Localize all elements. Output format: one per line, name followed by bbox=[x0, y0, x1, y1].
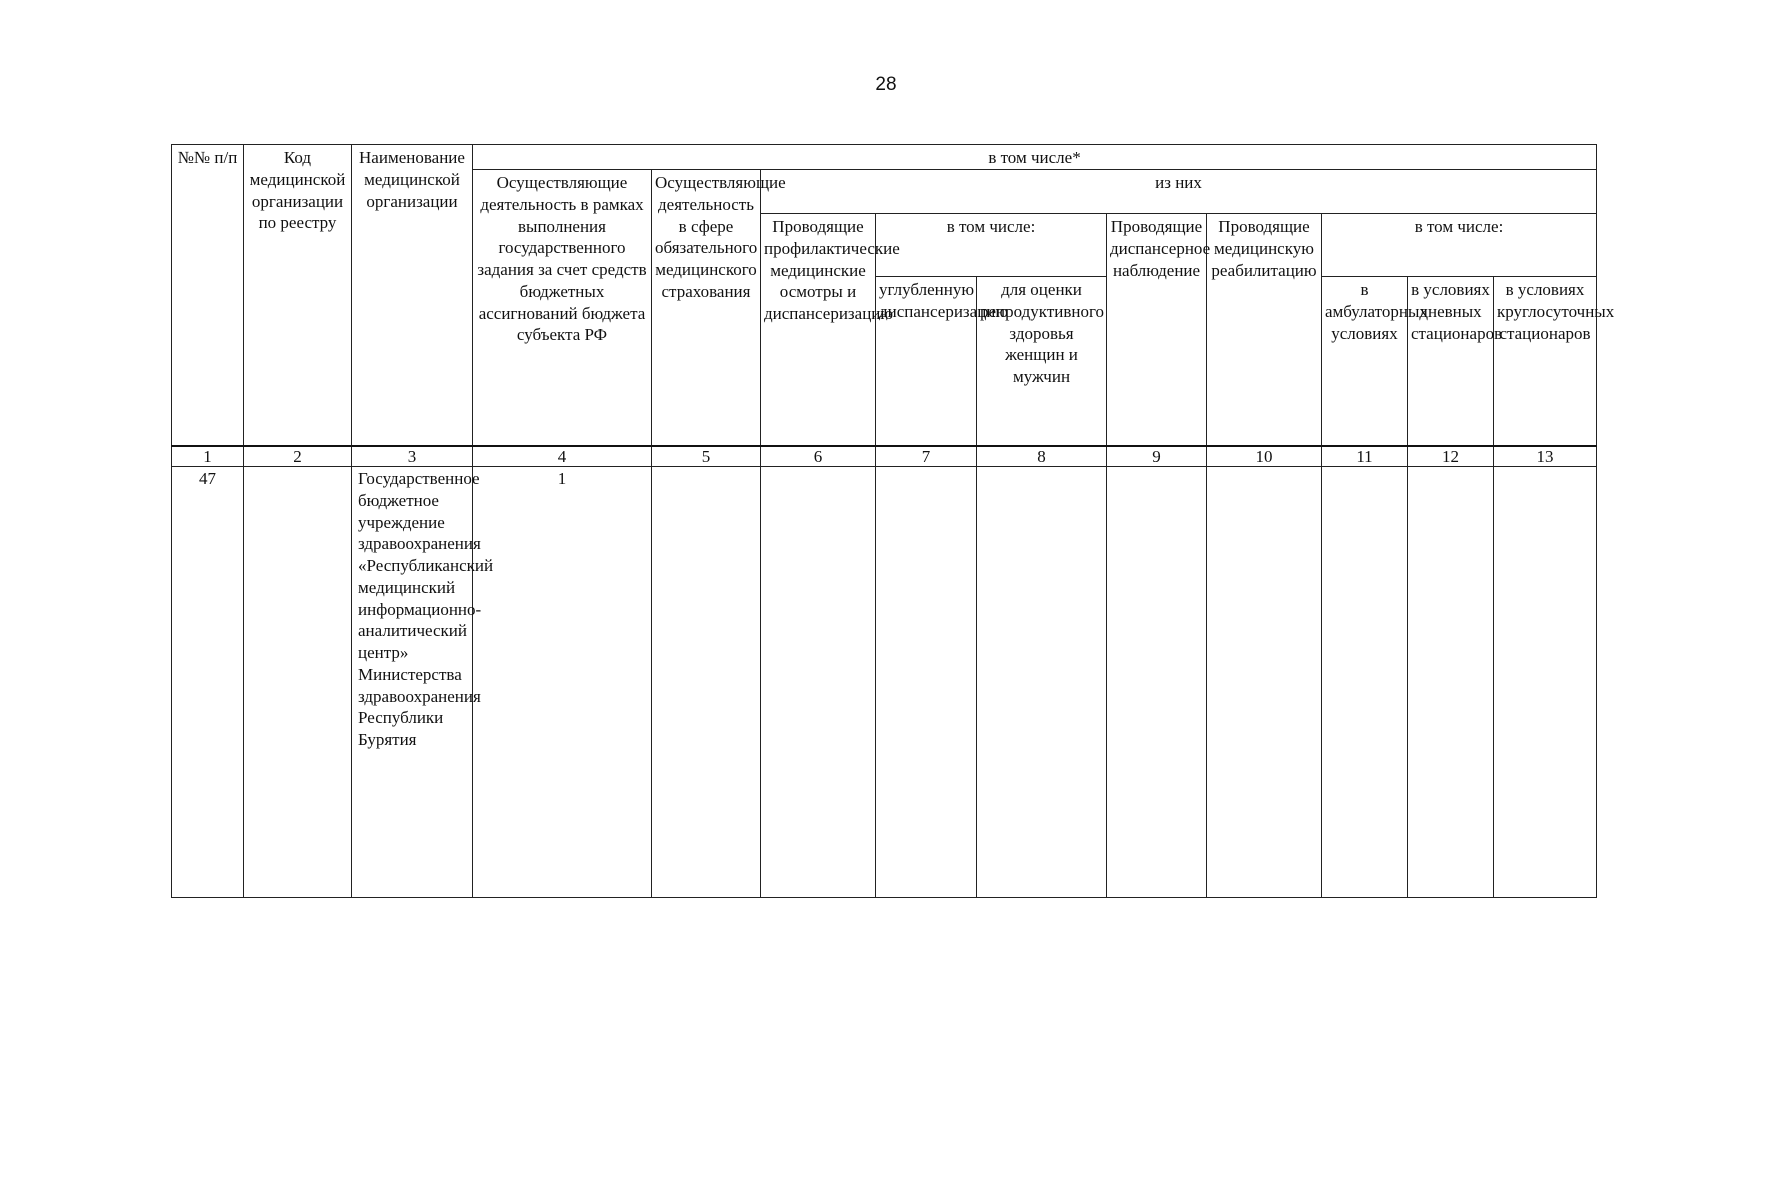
header-oms: Осуществляющие деятельность в сфере обязательного медицинского страхования bbox=[652, 170, 761, 447]
row-reproductive-health bbox=[977, 467, 1107, 898]
column-number: 1 bbox=[172, 446, 244, 467]
row-oms bbox=[652, 467, 761, 898]
row-preventive-exams bbox=[761, 467, 876, 898]
row-ambulatory bbox=[1322, 467, 1408, 898]
header-day-hospital: в условиях дневных стационаров bbox=[1408, 277, 1494, 447]
column-number: 7 bbox=[876, 446, 977, 467]
header-dispensary-observation: Проводящие диспансерное наблюдение bbox=[1107, 214, 1207, 447]
header-reproductive-health: для оценки репродуктивного здоровья женщин и мужчин bbox=[977, 277, 1107, 447]
medical-organizations-table bbox=[171, 144, 1615, 898]
row-num: 47 bbox=[172, 467, 244, 898]
header-including-b: в том числе: bbox=[1322, 214, 1597, 277]
column-number: 2 bbox=[244, 446, 352, 467]
column-number: 3 bbox=[352, 446, 473, 467]
header-code: Код медицинской организации по реестру bbox=[244, 145, 352, 447]
header-round-clock-hospital: в условиях круглосуточных стационаров bbox=[1494, 277, 1597, 447]
header-of-them: из них bbox=[761, 170, 1597, 214]
header-ambulatory: в амбулаторных условиях bbox=[1322, 277, 1408, 447]
header-num: №№ п/п bbox=[172, 145, 244, 447]
column-number: 8 bbox=[977, 446, 1107, 467]
row-day-hospital bbox=[1408, 467, 1494, 898]
column-number: 9 bbox=[1107, 446, 1207, 467]
row-state-assignment: 1 bbox=[473, 467, 652, 898]
page-number: 28 bbox=[875, 74, 897, 95]
header-preventive-exams: Проводящие профилактические медицинские осмотры и диспансеризацию bbox=[761, 214, 876, 447]
column-number: 5 bbox=[652, 446, 761, 467]
row-deep-dispensary bbox=[876, 467, 977, 898]
column-number: 12 bbox=[1408, 446, 1494, 467]
header-including: в том числе* bbox=[473, 145, 1597, 170]
header-name: Наименование медицинской организации bbox=[352, 145, 473, 447]
row-round-clock-hospital bbox=[1494, 467, 1597, 898]
column-number: 13 bbox=[1494, 446, 1597, 467]
row-rehabilitation bbox=[1207, 467, 1322, 898]
header-deep-dispensary: углубленную диспансеризацию bbox=[876, 277, 977, 447]
row-org-name: Государственное бюджетное учреждение здравоохранения «Республиканский медицинский информационно-аналитический центр» Министерства здравоохранения Республики Бурятия bbox=[352, 467, 473, 898]
header-including-a: в том числе: bbox=[876, 214, 1107, 277]
table-row bbox=[172, 467, 1597, 898]
header-rehabilitation: Проводящие медицинскую реабилитацию bbox=[1207, 214, 1322, 447]
row-code bbox=[244, 467, 352, 898]
column-number: 4 bbox=[473, 446, 652, 467]
column-number: 11 bbox=[1322, 446, 1408, 467]
row-dispensary-observation bbox=[1107, 467, 1207, 898]
column-number: 10 bbox=[1207, 446, 1322, 467]
header-state-assignment: Осуществляющие деятельность в рамках выполнения государственного задания за счет средств бюджетных ассигнований бюджета субъекта РФ bbox=[473, 170, 652, 447]
column-number: 6 bbox=[761, 446, 876, 467]
